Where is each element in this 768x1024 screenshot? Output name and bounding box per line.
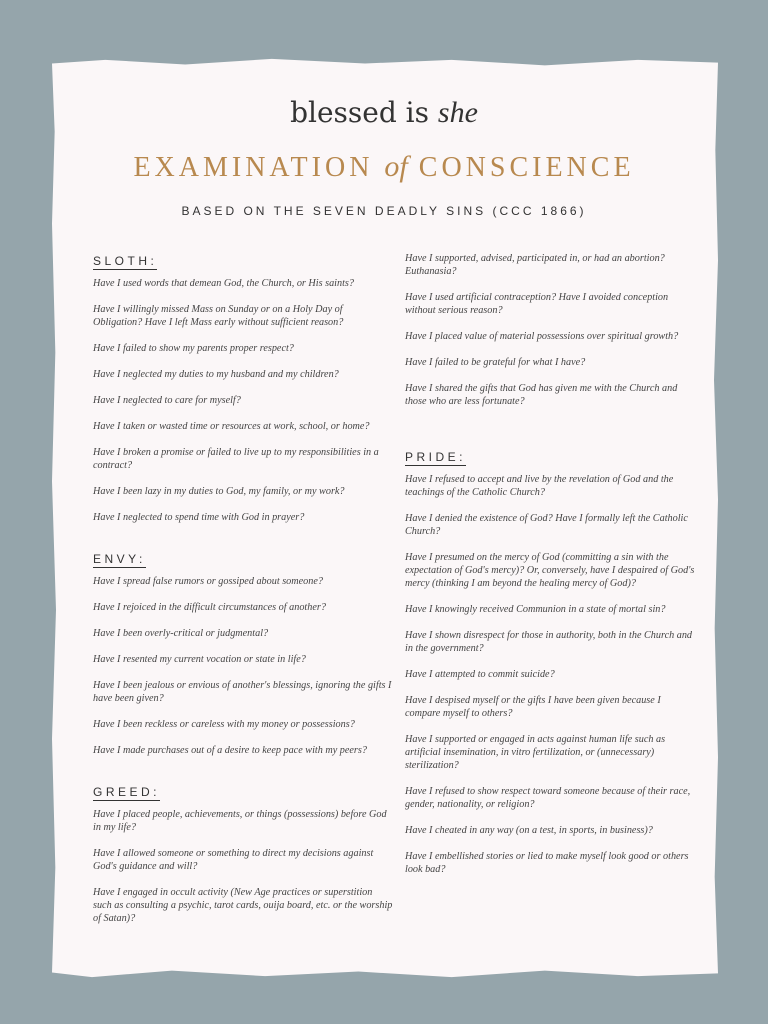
left-column bbox=[93, 252, 393, 951]
question-item: Have I denied the existence of God? Have I formally left the Catholic Church? bbox=[405, 513, 688, 537]
question-item: Have I been overly-critical or judgmental? bbox=[93, 628, 269, 639]
question-item: Have I shared the gifts that God has given me with the Church and those who are less fortunate? bbox=[405, 383, 678, 407]
question-item: Have I spread false rumors or gossiped about someone? bbox=[93, 576, 323, 587]
question-item: Have I cheated in any way (on a test, in sports, in business)? bbox=[405, 825, 653, 836]
brand-prefix: blessed is bbox=[290, 96, 429, 129]
section-heading: ENVY: bbox=[93, 552, 146, 566]
question-item: Have I neglected to spend time with God in prayer? bbox=[93, 512, 305, 523]
title-of: of bbox=[384, 150, 408, 183]
question-item: Have I used words that demean God, the Church, or His saints? bbox=[93, 278, 354, 289]
question-item: Have I attempted to commit suicide? bbox=[405, 669, 555, 680]
question-item: Have I broken a promise or failed to live up to my responsibilities in a contract? bbox=[93, 447, 379, 471]
section-heading: GREED: bbox=[93, 785, 161, 799]
question-item: Have I resented my current vocation or state in life? bbox=[93, 654, 306, 665]
question-item: Have I failed to be grateful for what I have? bbox=[405, 357, 586, 368]
question-item: Have I taken or wasted time or resources at work, school, or home? bbox=[93, 421, 370, 432]
brand-script: she bbox=[437, 96, 478, 129]
brand-logo bbox=[0, 96, 768, 130]
title-right: CONSCIENCE bbox=[418, 152, 635, 183]
title-left: EXAMINATION bbox=[133, 152, 374, 183]
question-item: Have I been jealous or envious of another's blessings, ignoring the gifts I have been given? bbox=[93, 680, 392, 704]
question-item: Have I made purchases out of a desire to keep pace with my peers? bbox=[93, 745, 367, 756]
section-greed bbox=[93, 783, 393, 925]
question-item: Have I refused to accept and live by the revelation of God and the teachings of the Catholic Church? bbox=[405, 474, 674, 498]
question-item: Have I neglected my duties to my husband and my children? bbox=[93, 369, 339, 380]
question-item: Have I willingly missed Mass on Sunday or on a Holy Day of Obligation? Have I left Mass early without sufficient reason? bbox=[93, 304, 344, 328]
question-item: Have I embellished stories or lied to make myself look good or others look bad? bbox=[405, 851, 689, 875]
question-item: Have I been lazy in my duties to God, my family, or my work? bbox=[93, 486, 345, 497]
question-item: Have I been reckless or careless with my money or possessions? bbox=[93, 719, 355, 730]
section-pride bbox=[405, 448, 697, 876]
section-heading: PRIDE: bbox=[405, 450, 467, 464]
question-item: Have I knowingly received Communion in a state of mortal sin? bbox=[405, 604, 666, 615]
section-heading: SLOTH: bbox=[93, 254, 158, 268]
right-column bbox=[405, 252, 697, 902]
question-item: Have I engaged in occult activity (New Age practices or superstition such as consulting a psychic, tarot cards, ouija board, etc. or the worship of Satan)? bbox=[93, 887, 393, 924]
question-item: Have I placed people, achievements, or things (possessions) before God in my life? bbox=[93, 809, 387, 833]
page-title bbox=[0, 150, 768, 184]
subtitle: BASED ON THE SEVEN DEADLY SINS (CCC 1866) bbox=[181, 204, 587, 218]
question-item: Have I neglected to care for myself? bbox=[93, 395, 241, 406]
question-item: Have I allowed someone or something to direct my decisions against God's guidance and will? bbox=[93, 848, 374, 872]
question-item: Have I used artificial contraception? Have I avoided conception without serious reason? bbox=[405, 292, 669, 316]
question-item: Have I failed to show my parents proper respect? bbox=[93, 343, 294, 354]
question-item: Have I despised myself or the gifts I have been given because I compare myself to others? bbox=[405, 695, 661, 719]
question-item: Have I refused to show respect toward someone because of their race, gender, nationality, or religion? bbox=[405, 786, 691, 810]
question-item: Have I rejoiced in the difficult circumstances of another? bbox=[93, 602, 326, 613]
question-item: Have I shown disrespect for those in authority, both in the Church and in the government? bbox=[405, 630, 693, 654]
question-item: Have I supported, advised, participated in, or had an abortion? Euthanasia? bbox=[405, 253, 665, 277]
abortion-questions bbox=[405, 252, 697, 408]
question-item: Have I placed value of material possessions over spiritual growth? bbox=[405, 331, 679, 342]
question-item: Have I supported or engaged in acts against human life such as artificial insemination, in vitro fertilization, or (unnecessary) sterilization? bbox=[405, 734, 666, 771]
question-item: Have I presumed on the mercy of God (committing a sin with the expectation of God's mercy)? Or, conversely, have I despaired of God's mercy (thinking I am beyond the healing mercy of God)? bbox=[405, 552, 695, 589]
section-sloth bbox=[93, 252, 393, 524]
section-envy bbox=[93, 550, 393, 757]
